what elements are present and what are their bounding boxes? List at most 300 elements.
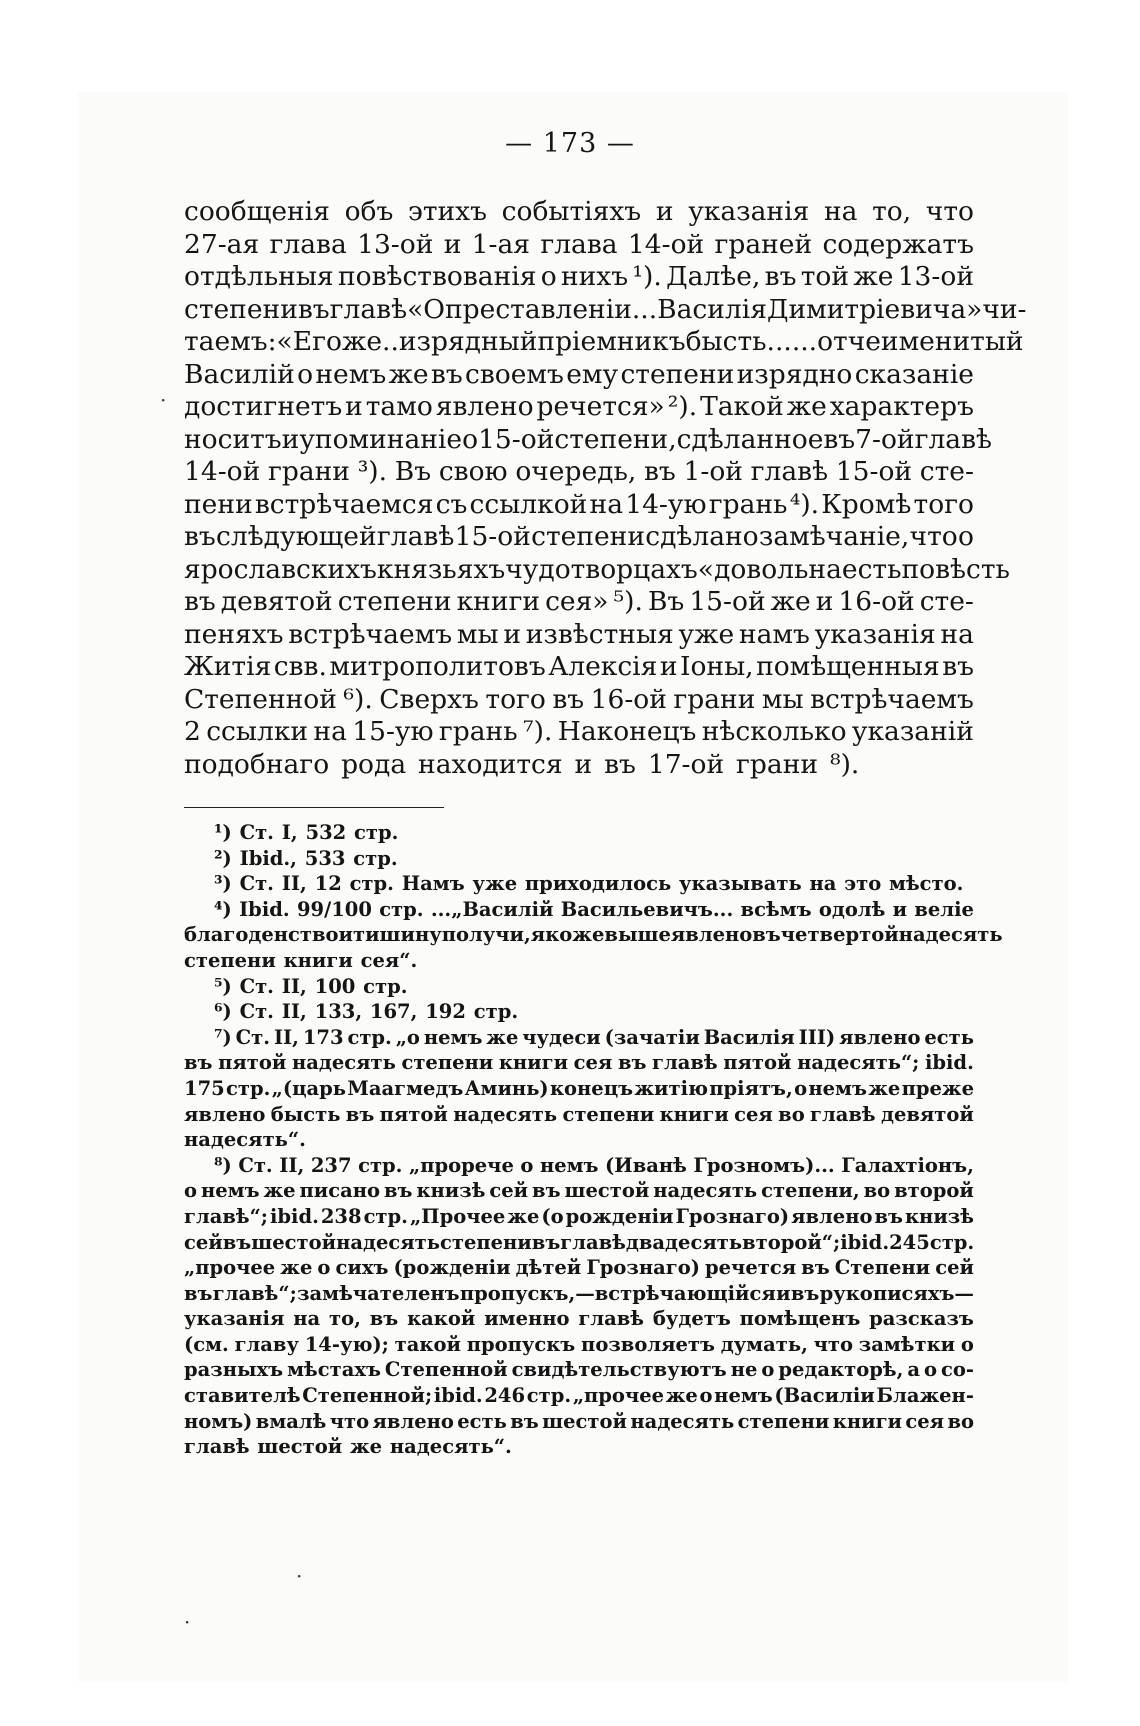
word: позволяетъ: [581, 1332, 715, 1356]
footnote-line: [184, 1281, 974, 1307]
word: пріемникъ: [537, 326, 686, 357]
word: стр.: [353, 846, 398, 870]
footnote-line: [184, 1153, 974, 1179]
word: книги: [832, 1409, 902, 1433]
word: въ: [823, 423, 856, 455]
word: ⁵): [214, 974, 232, 998]
footnote-line: [184, 897, 974, 923]
word: ...Василія: [631, 293, 767, 325]
word: во: [863, 1179, 891, 1203]
word: книги: [283, 948, 353, 972]
word: рода: [341, 748, 407, 780]
word: въ: [801, 1256, 830, 1280]
word: о: [794, 1076, 808, 1100]
word: преже: [901, 1076, 974, 1100]
word: въ: [184, 586, 216, 617]
word: въ: [184, 1281, 213, 1305]
word: речется»: [536, 391, 665, 422]
word: о: [960, 1332, 974, 1356]
word: ⁶): [214, 1000, 232, 1024]
word: во: [778, 1102, 805, 1126]
word: Кромѣ: [821, 488, 912, 520]
word: 173: [302, 1025, 344, 1049]
word: о: [699, 1384, 713, 1408]
word: ³): [214, 872, 232, 896]
word: сте-: [919, 456, 974, 487]
word: сея: [905, 1409, 945, 1433]
word: же: [263, 1179, 296, 1203]
footnote-line: [184, 1332, 974, 1358]
word: сообщенія: [184, 196, 330, 227]
word: Василія: [703, 1025, 795, 1049]
word: стр.: [363, 1204, 408, 1228]
word: содержатъ: [822, 228, 974, 260]
word: ярославскихъ: [184, 553, 377, 585]
word: о: [540, 261, 557, 292]
word: и: [655, 196, 674, 227]
body-line: [184, 586, 974, 619]
word: Наконецъ: [557, 716, 697, 747]
word: ⁷).: [523, 716, 553, 747]
word: грани: [736, 748, 819, 780]
word: «довольна: [697, 553, 842, 585]
word: упоминаніе: [299, 423, 463, 455]
word: же: [341, 326, 383, 357]
word: въ: [764, 261, 797, 292]
footnote-line: [184, 1050, 974, 1076]
word: степени,: [761, 1179, 860, 1203]
word: Ст.: [238, 1153, 273, 1177]
word: ...„Василій: [430, 897, 554, 921]
word: 17-ой: [647, 748, 725, 780]
word: уже: [678, 618, 735, 650]
word: степени: [337, 586, 452, 617]
word: шестой: [257, 1435, 343, 1459]
word: на: [809, 872, 837, 896]
word: свою: [438, 456, 508, 487]
word: же: [388, 358, 429, 390]
page-number: — 173 —: [505, 128, 635, 159]
word: степени: [737, 1409, 830, 1433]
word: благоденство: [184, 923, 339, 947]
footnotes: [184, 820, 1003, 1460]
word: надесять“.: [184, 1128, 306, 1152]
word: шестой: [564, 1179, 650, 1203]
word: 14-ую: [625, 488, 707, 520]
word: „прочее: [184, 1256, 276, 1280]
word: разныхъ: [184, 1358, 284, 1382]
word: сей: [184, 1230, 223, 1254]
word: „прорече: [409, 1153, 514, 1177]
word: Васильевичъ...: [560, 897, 734, 921]
word: книзѣ: [904, 1204, 974, 1228]
word: 16-ой: [838, 586, 915, 617]
word: нѣсколько: [701, 716, 847, 747]
word: въ: [644, 456, 676, 487]
word: Степенной: [184, 683, 337, 715]
word: 14-ой: [184, 456, 261, 487]
word: шестой: [542, 1409, 627, 1433]
word: 15-ой: [454, 521, 531, 552]
footnote-line: [184, 1204, 974, 1230]
word: въ: [617, 1051, 647, 1075]
word: повѣсть: [901, 553, 1010, 585]
word: стр.: [349, 872, 394, 896]
word: ibid.: [433, 1384, 483, 1408]
word: стр.: [929, 1230, 975, 1254]
word: изрядно: [736, 358, 853, 390]
footnote-line: [184, 1357, 974, 1383]
word: степени,: [554, 423, 677, 455]
word: сихъ: [335, 1256, 389, 1280]
word: того: [913, 488, 974, 520]
footnote-line: [184, 974, 974, 1000]
word: ³).: [357, 456, 388, 487]
word: Ст.: [239, 1000, 274, 1024]
word: сей: [489, 1179, 529, 1203]
word: же: [770, 586, 811, 617]
word: Маагмедъ: [347, 1076, 464, 1100]
word: Грознаго): [586, 1256, 700, 1280]
word: встрѣчаемъ: [288, 618, 453, 650]
word: писано: [299, 1179, 381, 1203]
word: указаній: [851, 716, 974, 747]
word: носитъ: [184, 423, 282, 455]
word: книги: [456, 586, 541, 617]
word: мы: [456, 618, 499, 650]
word: степени: [184, 948, 276, 972]
word: ⁶).: [343, 683, 373, 715]
word: то,: [872, 196, 912, 227]
body-line: [184, 229, 974, 262]
word: (о: [541, 1204, 564, 1228]
body-line: [184, 521, 974, 554]
word: и: [574, 748, 593, 780]
body-line: [184, 489, 974, 522]
word: ¹).: [632, 261, 662, 292]
word: надесять: [898, 923, 1003, 947]
footnote-line: [184, 1076, 974, 1102]
word: же: [853, 261, 894, 292]
word: (Иванѣ: [605, 1153, 687, 1177]
word: главѣ: [810, 1102, 876, 1126]
word: надесять: [453, 1102, 558, 1126]
word: разсказъ: [869, 1307, 974, 1331]
word: и: [659, 651, 678, 682]
word: второй: [894, 1179, 974, 1203]
word: въ: [531, 1230, 561, 1254]
word: тамо: [365, 391, 433, 422]
word: замѣчаніе,: [758, 521, 910, 552]
word: и: [776, 1281, 791, 1305]
word: въ: [510, 1409, 539, 1433]
word: степени: [439, 1230, 532, 1254]
word: степени: [531, 521, 645, 552]
word: степени: [562, 1102, 655, 1126]
word: очередь,: [515, 456, 637, 487]
word: 27-ая: [184, 228, 260, 260]
footnote-line: [184, 1178, 974, 1204]
word: о: [462, 423, 479, 455]
word: 1-ой: [683, 456, 743, 487]
word: уже: [472, 872, 518, 896]
word: что: [925, 196, 974, 227]
word: повѣствованія: [337, 261, 537, 292]
word: ⁴).: [789, 488, 820, 520]
word: 133,: [314, 1000, 363, 1024]
word: чудотворцахъ: [505, 553, 698, 585]
word: II,: [279, 1153, 305, 1177]
word: (см.: [184, 1332, 229, 1356]
word: 13-ой: [357, 228, 434, 260]
word: всѣмъ: [740, 897, 812, 921]
word: стр.: [358, 1153, 403, 1177]
word: 1-ая: [471, 228, 531, 260]
body-line: [184, 619, 974, 652]
word: замѣтки: [858, 1332, 956, 1356]
word: конецъ: [549, 1076, 634, 1100]
word: рожденіи: [565, 1204, 674, 1228]
word: 99/100: [296, 897, 372, 921]
word: указанія: [688, 196, 810, 227]
word: со-: [940, 1358, 974, 1382]
word: пени: [184, 488, 253, 520]
word: ¹): [214, 821, 232, 844]
word: этихъ: [408, 196, 487, 227]
word: книги: [659, 1102, 729, 1126]
word: „прочее: [572, 1384, 665, 1408]
body-line: [184, 326, 1024, 359]
word: подобнаго: [184, 748, 330, 780]
footnote-line: [184, 1255, 974, 1281]
word: той: [800, 261, 850, 292]
word: (рожденіи: [393, 1256, 511, 1280]
word: во: [947, 1409, 974, 1433]
word: получи,: [441, 923, 531, 947]
word: ...отчеименитый: [791, 326, 1024, 357]
word: пропускъ: [466, 1332, 576, 1356]
word: одолѣ: [818, 897, 886, 921]
word: о: [520, 1153, 534, 1177]
word: того: [485, 683, 546, 715]
word: приходилось: [524, 872, 672, 896]
word: главѣ: [329, 293, 408, 325]
word: стр.: [363, 974, 408, 998]
word: ссылки: [206, 716, 309, 747]
word: въ: [369, 1307, 399, 1331]
word: II,: [281, 974, 307, 998]
word: слѣдующей: [216, 521, 377, 552]
footnote-line: [184, 1306, 974, 1332]
word: Алексія: [548, 651, 658, 682]
word: и: [815, 586, 834, 617]
word: редакторѣ,: [778, 1358, 904, 1382]
footnote-line: [184, 1127, 974, 1153]
word: „о: [395, 1025, 420, 1049]
word: надесять: [336, 1230, 440, 1254]
word: (Василіи: [774, 1384, 875, 1408]
word: ⁸): [214, 1153, 232, 1177]
word: что: [909, 521, 958, 552]
word: о: [761, 1358, 775, 1382]
word: на: [823, 196, 858, 227]
word: Аминь): [464, 1076, 549, 1100]
word: грани: [673, 683, 756, 715]
word: Блажен-: [876, 1384, 974, 1408]
word: въ: [297, 293, 330, 325]
word: книзѣ: [416, 1179, 486, 1203]
word: двадесять: [625, 1230, 743, 1254]
word: чи-: [982, 293, 1027, 325]
word: Ст.: [235, 1025, 271, 1049]
word: 7-ой: [855, 423, 915, 455]
word: на: [589, 488, 623, 520]
word: 14-ой: [627, 228, 705, 260]
word: ⁴): [214, 897, 232, 921]
footnote-line: [184, 948, 974, 974]
word: Ibid.,: [239, 846, 297, 870]
word: съ: [435, 488, 468, 520]
word: Димитріевича»: [766, 293, 983, 325]
word: встрѣчаемся: [254, 488, 434, 520]
word: о: [957, 521, 974, 552]
word: надесять: [653, 1179, 758, 1203]
word: «Его: [276, 326, 342, 357]
word: надесять“.: [389, 1435, 512, 1459]
word: ему: [566, 358, 619, 390]
body-line: [184, 196, 974, 229]
word: явлено: [372, 1409, 454, 1433]
word: 13-ой: [897, 261, 974, 292]
word: 167,: [369, 1000, 418, 1024]
word: номъ): [184, 1409, 253, 1433]
word: Житія: [184, 651, 272, 682]
word: Далѣе,: [666, 261, 761, 292]
word: думать,: [720, 1332, 808, 1356]
word: грань: [438, 716, 518, 747]
word: находится: [418, 748, 563, 780]
word: II,: [281, 872, 307, 896]
word: немъ: [315, 358, 387, 390]
word: встрѣчаемъ: [810, 683, 974, 715]
word: на: [940, 618, 974, 650]
word: что: [813, 1332, 854, 1356]
word: указанія: [184, 1307, 285, 1331]
word: именно: [484, 1307, 570, 1331]
word: Грозномъ)...: [693, 1153, 835, 1177]
word: Ibid.: [239, 897, 290, 921]
word: же: [665, 1384, 698, 1408]
word: въ: [874, 1204, 903, 1228]
word: главѣ: [560, 1230, 626, 1254]
word: ibid.: [270, 1204, 319, 1228]
word: есть: [924, 1025, 974, 1049]
word: надесять: [291, 1051, 396, 1075]
word: степени: [184, 293, 298, 325]
word: своемъ: [465, 358, 564, 390]
word: „Прочее: [409, 1204, 506, 1228]
word: ⁵).: [613, 586, 643, 617]
word: ibid.: [924, 1051, 974, 1075]
word: веліе: [914, 897, 974, 921]
word: это: [844, 872, 882, 896]
word: I,: [281, 821, 298, 844]
word: глава: [540, 228, 618, 260]
word: Степени: [834, 1256, 931, 1280]
word: Сверхъ: [379, 683, 479, 715]
body-line: [184, 359, 974, 392]
word: шестой: [251, 1230, 337, 1254]
word: Въ: [647, 586, 685, 617]
word: же: [786, 391, 827, 422]
word: главѣ: [578, 1307, 645, 1331]
word: грани: [268, 456, 350, 487]
word: отдѣльныя: [184, 261, 334, 292]
word: степени: [620, 358, 735, 390]
word: въ: [752, 923, 781, 947]
word: главѣ: [376, 521, 455, 552]
word: на: [313, 716, 347, 747]
word: якоже: [530, 923, 605, 947]
word: и: [281, 423, 300, 455]
word: явлено: [791, 1204, 873, 1228]
footnote-line: [184, 1383, 974, 1409]
word: мѣсто.: [889, 872, 964, 896]
footnote-line: [184, 820, 974, 846]
word: на: [293, 1307, 321, 1331]
word: стр.: [347, 1025, 392, 1049]
word: дѣтей: [515, 1256, 582, 1280]
word: сея: [734, 1102, 773, 1126]
word: же: [868, 1076, 901, 1100]
footnote-line: [184, 1230, 974, 1256]
word: 533: [304, 846, 346, 870]
word: ⁷): [214, 1025, 232, 1049]
word: то,: [328, 1307, 361, 1331]
footnote-line: [184, 1434, 974, 1460]
word: Іоны,: [679, 651, 754, 682]
body-line: [184, 391, 974, 424]
word: 245: [889, 1230, 930, 1254]
word: ⁸).: [829, 748, 860, 780]
word: Такой: [700, 391, 784, 422]
word: немъ: [200, 1179, 260, 1203]
word: Степенной;: [302, 1384, 433, 1408]
word: речется: [705, 1256, 797, 1280]
word: явлено: [435, 391, 534, 422]
word: стр.: [526, 1384, 572, 1408]
word: бысть: [270, 1102, 341, 1126]
footnote-line: [184, 1409, 974, 1435]
word: о: [317, 1256, 331, 1280]
word: сдѣланное: [676, 423, 824, 455]
word: въ: [345, 1102, 375, 1126]
word: 246: [484, 1384, 526, 1408]
word: а: [907, 1358, 920, 1382]
word: и: [345, 391, 363, 422]
word: митрополитовъ: [329, 651, 546, 682]
word: характеръ: [829, 391, 974, 422]
word: «О: [407, 293, 446, 325]
footnote-rule: [184, 807, 444, 808]
word: сей: [935, 1256, 974, 1280]
word: въ: [184, 1051, 213, 1075]
word: Намъ: [401, 872, 465, 896]
word: помѣщенъ: [739, 1307, 861, 1331]
word: что: [329, 1409, 370, 1433]
word: извѣстныя: [525, 618, 674, 650]
word: пятой: [379, 1102, 448, 1126]
